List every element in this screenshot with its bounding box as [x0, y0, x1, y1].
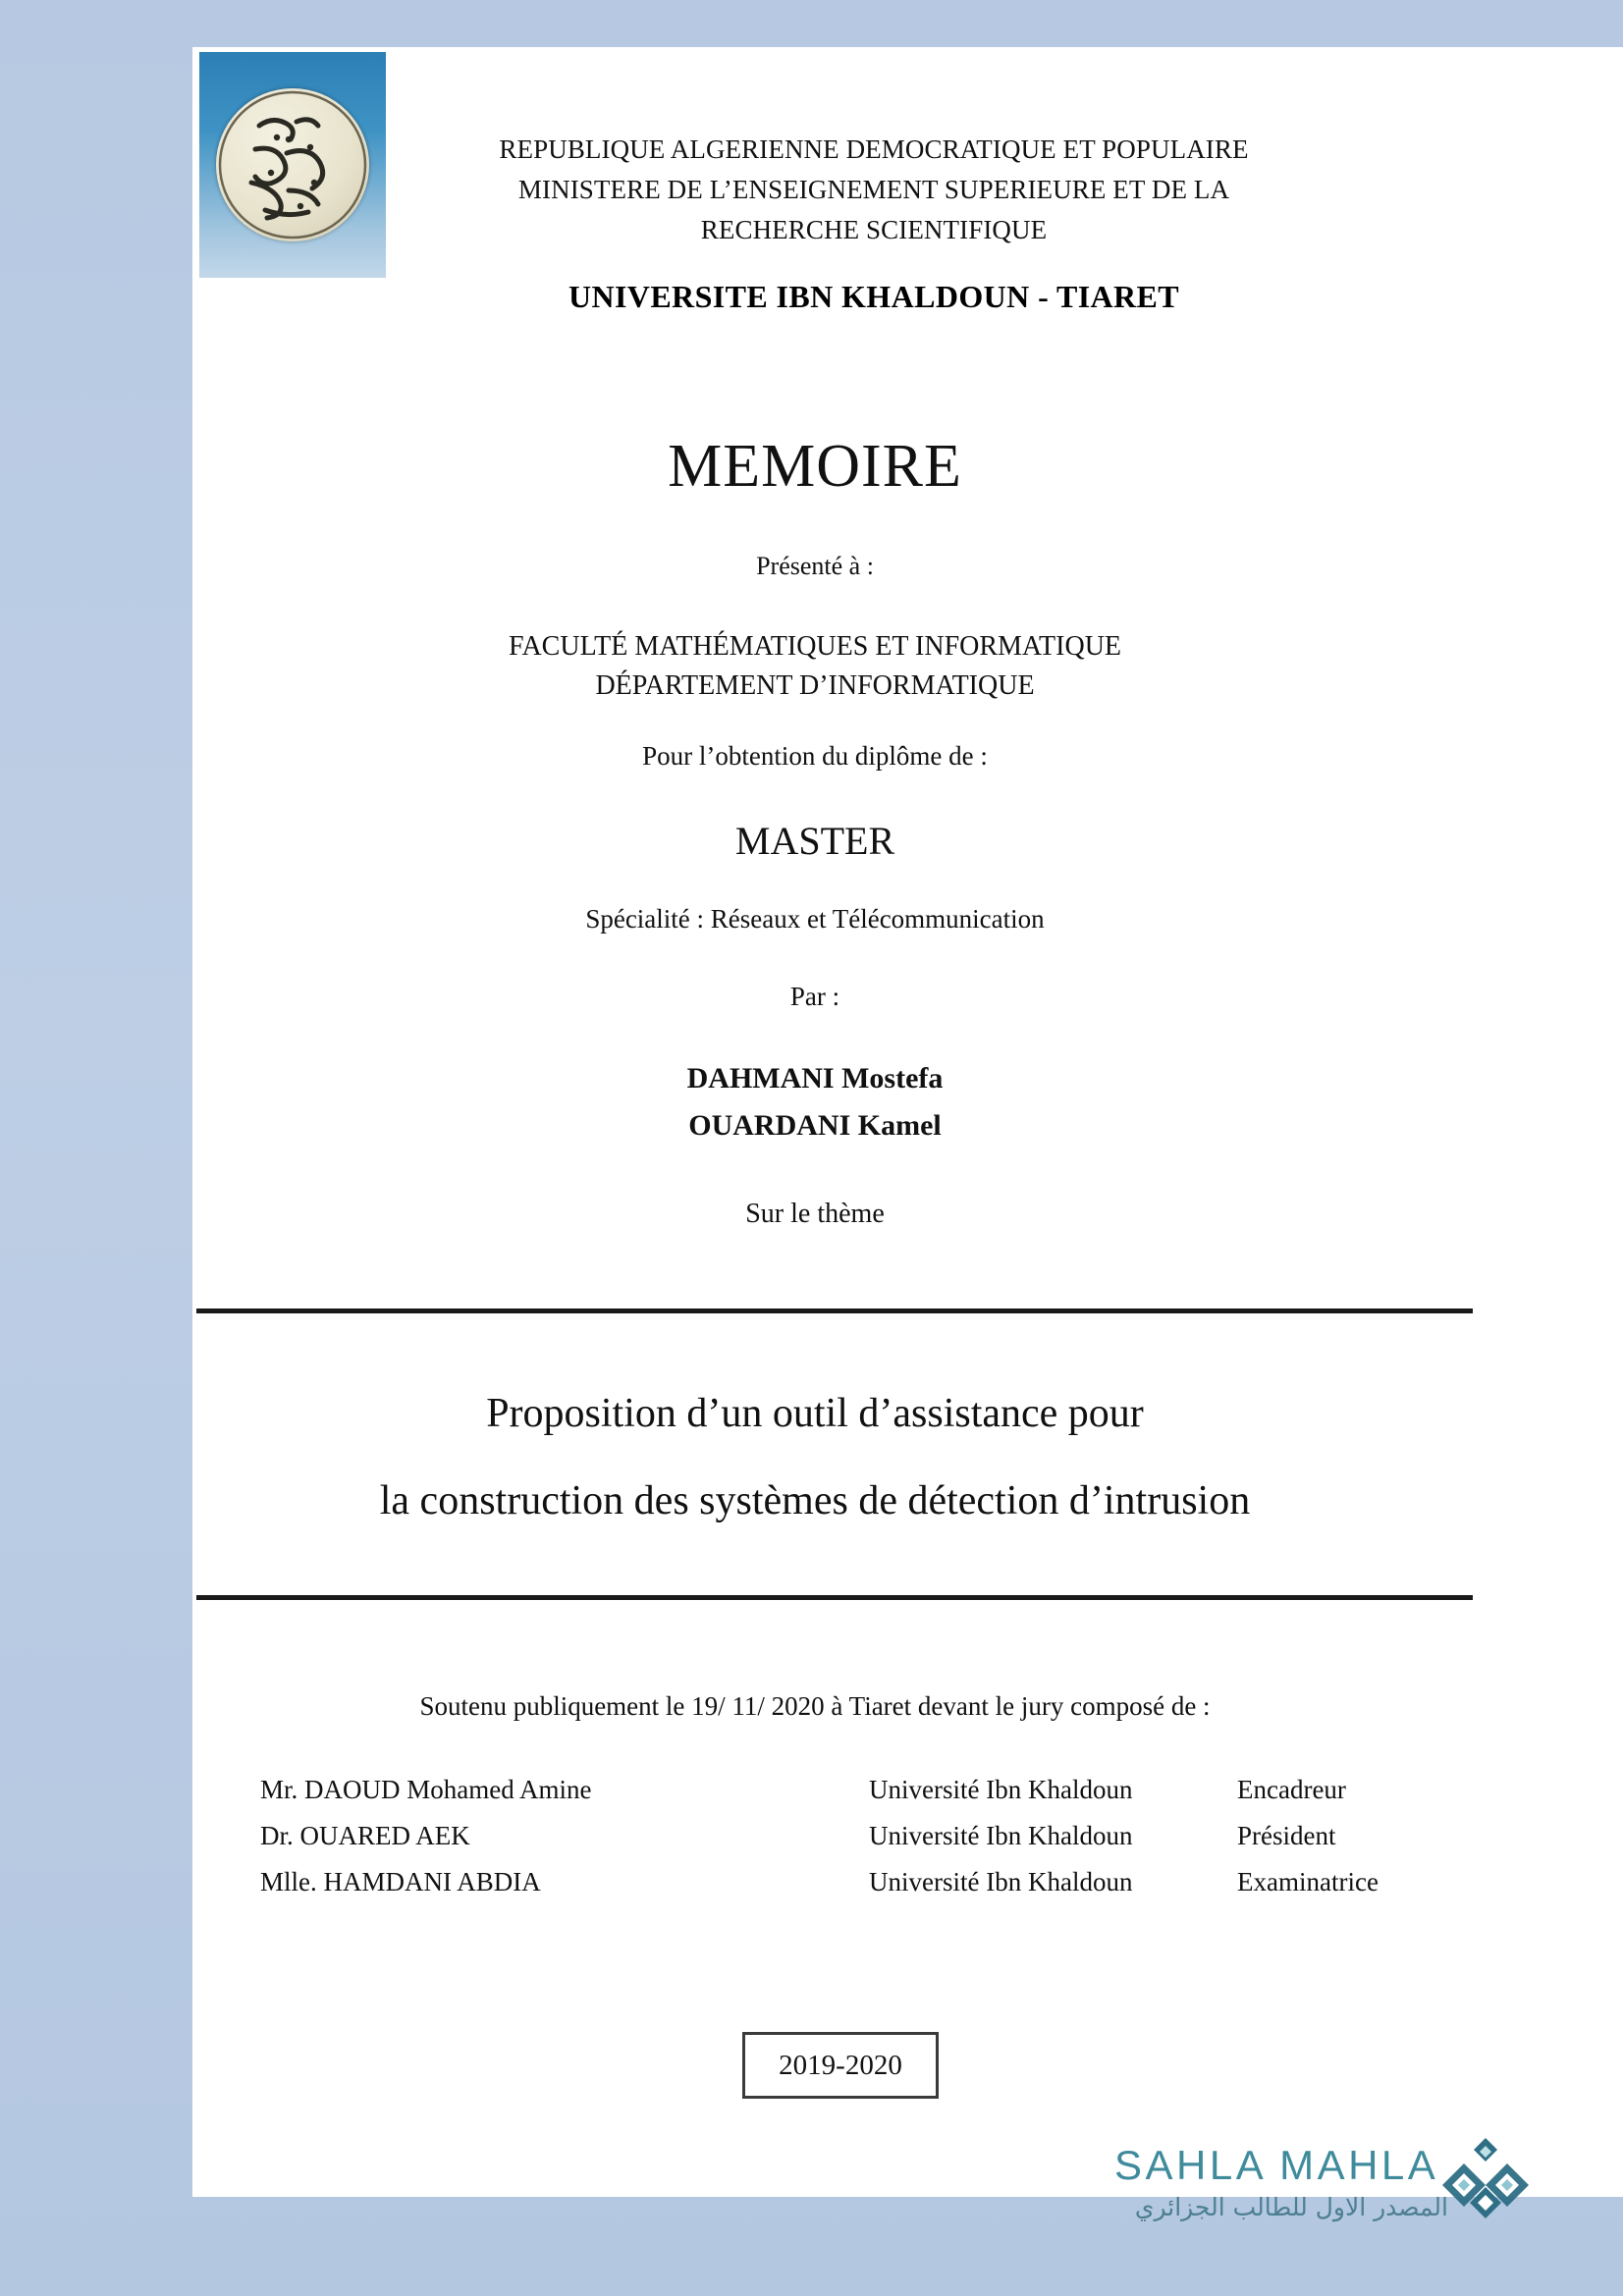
jury-member-name: Mr. DAOUD Mohamed Amine: [260, 1775, 592, 1804]
author-name: OUARDANI Kamel: [688, 1109, 942, 1142]
header-line-ministry: MINISTERE DE L’ENSEIGNEMENT SUPERIEURE ET DE LA: [517, 175, 1230, 204]
academic-year-box: [742, 2032, 939, 2099]
title-rule-top: [196, 1308, 1473, 1313]
faculty-line-1: FACULTÉ MATHÉMATIQUES ET INFORMATIQUE: [508, 631, 1122, 662]
header-line-research: RECHERCHE SCIENTIFIQUE: [700, 215, 1048, 244]
jury-member-role: Président: [1237, 1821, 1336, 1850]
university-seal-icon: [199, 52, 386, 278]
academic-year-text: 2019-2020: [779, 2049, 902, 2081]
degree-name: MASTER: [734, 819, 895, 863]
author-name: DAHMANI Mostefa: [686, 1062, 944, 1095]
jury-member-role: Encadreur: [1237, 1775, 1346, 1804]
thesis-title-line-1: Proposition d’un outil d’assistance pour: [486, 1391, 1144, 1436]
sahla-mahla-watermark: [1114, 2142, 1527, 2260]
table-row: [260, 1767, 1438, 1813]
jury-member-role: Examinatrice: [1237, 1867, 1379, 1896]
speciality-label: Spécialité : Réseaux et Télécommunication: [585, 904, 1045, 934]
faculty-line-2: DÉPARTEMENT D’INFORMATIQUE: [595, 670, 1035, 701]
header-line-republic: REPUBLIQUE ALGERIENNE DEMOCRATIQUE ET POPULAIRE: [499, 134, 1249, 164]
defense-statement: Soutenu publiquement le 19/ 11/ 2020 à Tiaret devant le jury composé de :: [419, 1691, 1211, 1721]
by-label: Par :: [789, 982, 840, 1011]
watermark-brand-text: SAHLA MAHLA: [1114, 2142, 1439, 2188]
watermark-tagline-arabic: المصدر الاول للطالب الجزائري: [1134, 2193, 1448, 2221]
jury-member-affiliation: Université Ibn Khaldoun: [869, 1775, 1133, 1804]
memoire-heading: MEMOIRE: [668, 433, 962, 500]
table-row: [260, 1859, 1438, 1905]
title-rule-bottom: [196, 1595, 1473, 1600]
seal-disc: [216, 88, 369, 241]
jury-member-affiliation: Université Ibn Khaldoun: [869, 1821, 1133, 1850]
thesis-title-line-2: la construction des systèmes de détection d’intrusion: [379, 1478, 1251, 1523]
jury-member-name: Dr. OUARED AEK: [260, 1821, 470, 1850]
diamond-lattice-logo-icon: [1440, 2136, 1531, 2234]
table-row: [260, 1813, 1438, 1859]
seal-calligraphy-icon: [216, 88, 369, 241]
theme-label: Sur le thème: [745, 1199, 885, 1229]
jury-member-affiliation: Université Ibn Khaldoun: [869, 1867, 1133, 1896]
university-name: UNIVERSITE IBN KHALDOUN - TIARET: [568, 279, 1180, 314]
degree-intro-label: Pour l’obtention du diplôme de :: [642, 741, 988, 771]
jury-member-name: Mlle. HAMDANI ABDIA: [260, 1867, 541, 1896]
presented-to-label: Présenté à :: [756, 552, 874, 580]
jury-table: [260, 1767, 1438, 1905]
